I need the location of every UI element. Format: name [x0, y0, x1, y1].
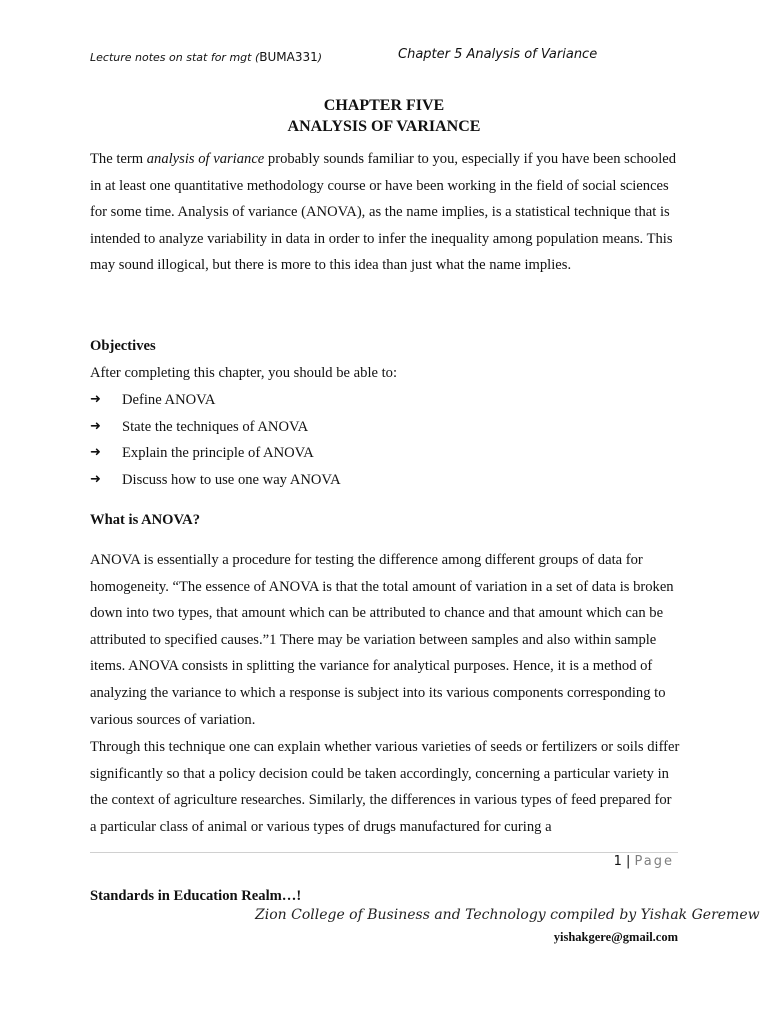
objectives-lead: After completing this chapter, you should be able to: — [90, 365, 398, 381]
intro-paragraph: The term analysis of variance probably sounds familiar to you, especially if you have been schooled in at least one quantitative methodology course or have been working in the field of social sciences for some time. Analysis of variance (ANOVA), as the name implies, is a statistical technique that is intended to analyze variability in data in order to infer the inequality among population means. This may sound illogical, but there is more to this idea than just what the name implies. — [90, 151, 677, 274]
running-header-left: Lecture notes on stat for mgt (BUMA331) — [90, 50, 323, 64]
list-item: ➜ Define ANOVA — [90, 387, 341, 414]
arrow-right-icon: ➜ — [90, 392, 101, 407]
footer-divider — [90, 852, 678, 853]
chapter-number: CHAPTER FIVE — [323, 97, 445, 114]
objectives-heading: Objectives — [90, 338, 156, 354]
footer-college-credit: Zion College of Business and Technology compiled by Yishak Geremew — [255, 907, 760, 923]
footer-email: yishakgere@gmail.com — [553, 930, 678, 944]
footer-motto: Standards in Education Realm…! — [90, 888, 302, 904]
running-header-right: Chapter 5 Analysis of Variance — [398, 47, 598, 62]
list-item: ➜ Discuss how to use one way ANOVA — [90, 467, 341, 494]
anova-paragraph-1: ANOVA is essentially a procedure for testing the difference among different groups of data for homogeneity. “The essence of ANOVA is that the total amount of variation in a set of data is broken down into two types, that amount which can be attributed to chance and that amount which can be attributed to specified causes.”1 There may be variation between samples and also within sample items. ANOVA consists in splitting the variance for analytical purposes. Hence, it is a method of analyzing the variance to which a response is subject into its various components corresponding to various sources of variation. — [90, 552, 674, 728]
course-code: BUMA331 — [259, 50, 318, 64]
arrow-right-icon: ➜ — [90, 418, 101, 434]
chapter-name: ANALYSIS OF VARIANCE — [287, 118, 481, 135]
anova-paragraph-2: Through this technique one can explain whether various varieties of seeds or fertilizers or soils differ significantly so that a policy decision could be taken accordingly, concerning a particular variety in the context of agriculture researches. Similarly, the differences in various types of feed prepared for a particular class of animal or various types of drugs manufactured for curing a — [90, 739, 680, 835]
list-item: ➜ State the techniques of ANOVA — [90, 414, 341, 441]
arrow-right-icon: ➜ — [90, 471, 101, 487]
chapter-title — [88, 95, 680, 137]
objectives-list — [90, 387, 341, 493]
what-is-anova-heading: What is ANOVA? — [90, 512, 201, 528]
arrow-right-icon: ➜ — [90, 445, 101, 461]
list-item: ➜ Explain the principle of ANOVA — [90, 440, 341, 467]
intro-italic-term: analysis of variance — [146, 151, 265, 167]
page-number: 1 | Page — [613, 854, 674, 869]
